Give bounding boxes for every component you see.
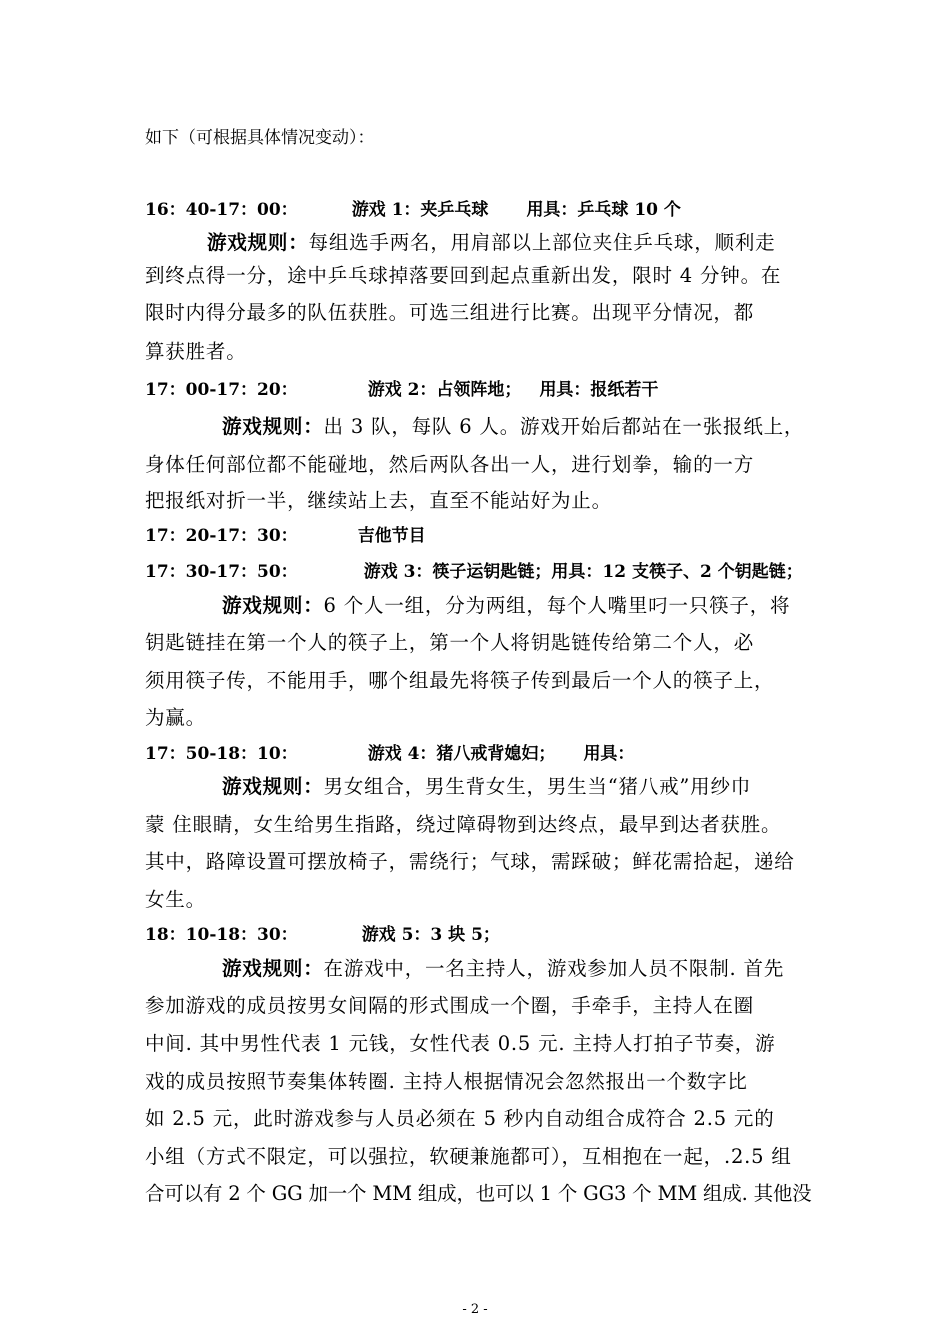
game-5-rule-line-3: 中间. 其中男性代表 1 元钱，女性代表 0.5 元. 主持人打拍子节奏，游 bbox=[145, 1032, 776, 1055]
game-3-time: 17：30-17：50： bbox=[145, 562, 298, 582]
guitar-time: 17：20-17：30： bbox=[145, 526, 298, 546]
page-number: - 2 - bbox=[462, 1302, 488, 1317]
game-5-rule-line-2: 参加游戏的成员按男女间隔的形式围成一个圈，手牵手，主持人在圈 bbox=[145, 994, 755, 1017]
game-5-rule-line-6: 小组（方式不限定，可以强拉，软硬兼施都可），互相抱在一起，.2.5 组 bbox=[145, 1145, 792, 1168]
game-3-rule-label: 游戏规则： bbox=[222, 594, 324, 617]
game-3-rule-line-3: 须用筷子传，不能用手，哪个组最先将筷子传到最后一个人的筷子上， bbox=[145, 669, 775, 692]
game-4-tools: 用具： bbox=[583, 744, 635, 764]
game-1-rule-label: 游戏规则： bbox=[207, 231, 309, 254]
game-3-title: 游戏 3：筷子运钥匙链；用具：12 支筷子、2 个钥匙链； bbox=[363, 562, 803, 582]
game-4-rule-line-4: 女生。 bbox=[145, 888, 206, 911]
game-3-rule-line-4: 为赢。 bbox=[145, 706, 206, 729]
game-5-rule-line-7: 合可以有 2 个 GG 加一个 MM 组成，也可以 1 个 GG3 个 MM 组成. 其他没 bbox=[145, 1182, 812, 1205]
game-4-time: 17：50-18：10： bbox=[145, 744, 298, 764]
game-5-heading bbox=[145, 923, 500, 947]
game-4-rule-line-1: 游戏规则：男女组合，男生背女生，男生当“猪八戒”用纱巾 bbox=[222, 775, 752, 798]
game-2-rule-line-1: 游戏规则：出 3 队，每队 6 人。游戏开始后都站在一张报纸上， bbox=[222, 415, 805, 438]
game-5-rule-line-1: 游戏规则：在游戏中，一名主持人，游戏参加人员不限制. 首先 bbox=[222, 957, 785, 980]
game-1-rule-line-3: 限时内得分最多的队伍获胜。可选三组进行比赛。出现平分情况，都 bbox=[145, 301, 755, 324]
game-2-title: 游戏 2：占领阵地； bbox=[367, 380, 522, 400]
intro-text: 如下（可根据具体情况变动）： bbox=[145, 128, 375, 148]
game-2-time: 17：00-17：20： bbox=[145, 380, 298, 400]
game-2-rule-line-3: 把报纸对折一半，继续站上去，直至不能站好为止。 bbox=[145, 489, 612, 512]
game-4-rule-line-3: 其中，路障设置可摆放椅子，需绕行；气球，需踩破；鲜花需拾起，递给 bbox=[145, 850, 795, 873]
game-2-rule-label: 游戏规则： bbox=[222, 415, 324, 438]
game-5-rule-label: 游戏规则： bbox=[222, 957, 324, 980]
game-1-rule-line-1: 游戏规则：每组选手两名，用肩部以上部位夹住乒乓球，顺利走 bbox=[207, 231, 776, 254]
game-1-rule-line-2: 到终点得一分，途中乒乓球掉落要回到起点重新出发，限时 4 分钟。在 bbox=[145, 264, 782, 287]
game-1-rule-line-4: 算获胜者。 bbox=[145, 340, 247, 363]
game-5-time: 18：10-18：30： bbox=[145, 925, 298, 945]
game-2-rule-line-2: 身体任何部位都不能碰地，然后两队各出一人，进行划拳，输的一方 bbox=[145, 453, 755, 476]
game-3-rule-line-2: 钥匙链挂在第一个人的筷子上，第一个人将钥匙链传给第二个人，必 bbox=[145, 631, 755, 654]
game-2-tools: 用具：报纸若干 bbox=[539, 380, 659, 400]
game-1-tools: 用具：乒乓球 10 个 bbox=[526, 200, 681, 220]
guitar-title: 吉他节目 bbox=[357, 526, 426, 546]
game-2-heading bbox=[145, 378, 658, 402]
game-5-title: 游戏 5：3 块 5； bbox=[361, 925, 500, 945]
game-1-time: 16：40-17：00： bbox=[145, 200, 298, 220]
game-4-title: 游戏 4：猪八戒背媳妇； bbox=[367, 744, 556, 764]
game-1-heading bbox=[145, 198, 681, 222]
game-1-title: 游戏 1：夹乒乓球 bbox=[351, 200, 489, 220]
game-3-rule-line-1: 游戏规则：6 个人一组，分为两组，每个人嘴里叼一只筷子，将 bbox=[222, 594, 791, 617]
game-4-rule-line-2: 蒙 住眼睛，女生给男生指路，绕过障碍物到达终点，最早到达者获胜。 bbox=[145, 813, 782, 836]
game-3-heading bbox=[145, 560, 803, 584]
game-4-rule-label: 游戏规则： bbox=[222, 775, 324, 798]
guitar-heading bbox=[145, 524, 426, 548]
game-5-rule-line-5: 如 2.5 元，此时游戏参与人员必须在 5 秒内自动组合成符合 2.5 元的 bbox=[145, 1107, 775, 1130]
game-4-heading bbox=[145, 742, 634, 766]
game-5-rule-line-4: 戏的成员按照节奏集体转圈. 主持人根据情况会忽然报出一个数字比 bbox=[145, 1070, 748, 1093]
